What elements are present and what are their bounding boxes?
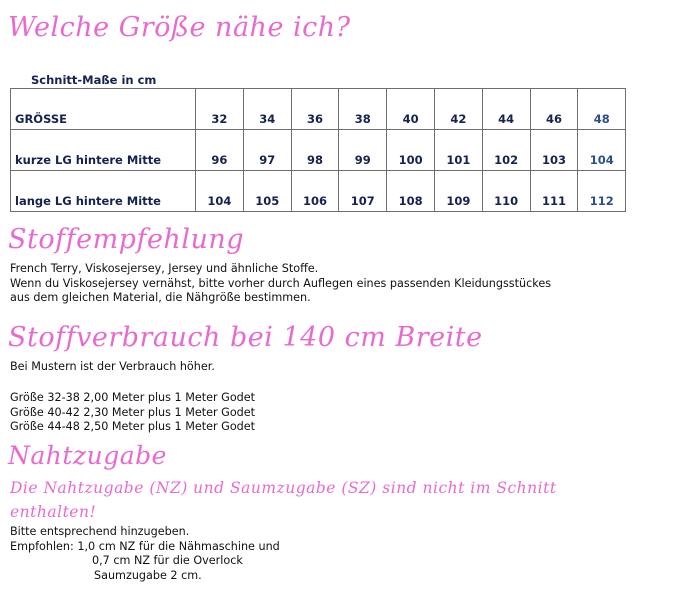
- table-cell: 103: [530, 130, 578, 171]
- table-cell: 96: [196, 130, 244, 171]
- seam-allowance-heading: Nahtzugabe: [8, 441, 167, 470]
- table-cell: 108: [387, 171, 435, 212]
- table-cell: 104: [196, 171, 244, 212]
- table-cell: 109: [434, 171, 482, 212]
- table-cell: 38: [339, 89, 387, 130]
- fabric-line: French Terry, Viskosejersey, Jersey und ähnliche Stoffe.: [10, 262, 319, 275]
- seam-allowance-warning: Die Nahtzugabe (NZ) und Saumzugabe (SZ) sind nicht im Schnitt enthalten!: [10, 479, 557, 521]
- table-cell: 105: [243, 171, 291, 212]
- table-cell: 44: [482, 89, 530, 130]
- table-cell: 106: [291, 171, 339, 212]
- seam-allowance-text: [10, 525, 280, 583]
- table-cell: 110: [482, 171, 530, 212]
- consumption-list: [10, 391, 255, 435]
- table-cell: 42: [434, 89, 482, 130]
- table-cell: 40: [387, 89, 435, 130]
- table-cell: 99: [339, 130, 387, 171]
- table-cell: 32: [196, 89, 244, 130]
- consumption-item: Größe 40-42 2,30 Meter plus 1 Meter Godet: [10, 405, 256, 419]
- table-cell: 97: [243, 130, 291, 171]
- size-row: [11, 89, 626, 130]
- table-cell: 34: [243, 89, 291, 130]
- row-label: GRÖSSE: [11, 89, 196, 130]
- table-cell: 101: [434, 130, 482, 171]
- consumption-item: Größe 32-38 2,00 Meter plus 1 Meter Godet: [10, 391, 256, 404]
- short-length-row: [11, 130, 626, 171]
- table-cell: 98: [291, 130, 339, 171]
- page-title: Welche Größe nähe ich?: [8, 12, 351, 43]
- table-cell: 36: [291, 89, 339, 130]
- seam-line: Saumzugabe 2 cm.: [94, 568, 202, 582]
- seam-line: Bitte entsprechend hinzugeben.: [10, 525, 190, 538]
- consumption-note: Bei Mustern ist der Verbrauch höher.: [10, 360, 215, 373]
- table-cell: 104: [578, 130, 626, 171]
- table-cell: 112: [578, 171, 626, 212]
- table-cell: 48: [578, 89, 626, 130]
- table-cell: 100: [387, 130, 435, 171]
- fabric-recommendation-heading: Stoffempfehlung: [8, 224, 245, 255]
- size-table: [10, 88, 626, 212]
- fabric-line: aus dem gleichen Material, die Nähgröße bestimmen.: [10, 291, 311, 304]
- row-label: lange LG hintere Mitte: [11, 171, 196, 212]
- table-cell: 111: [530, 171, 578, 212]
- fabric-consumption-heading: Stoffverbrauch bei 140 cm Breite: [8, 322, 483, 353]
- seam-line: Empfohlen: 1,0 cm NZ für die Nähmaschine und: [10, 539, 280, 553]
- table-caption: Schnitt-Maße in cm: [31, 73, 157, 87]
- long-length-row: [11, 171, 626, 212]
- fabric-line: Wenn du Viskosejersey vernähst, bitte vorher durch Auflegen eines passenden Kleidungsstückes: [10, 276, 552, 290]
- table-cell: 102: [482, 130, 530, 171]
- row-label: kurze LG hintere Mitte: [11, 130, 196, 171]
- table-cell: 46: [530, 89, 578, 130]
- table-cell: 107: [339, 171, 387, 212]
- seam-line: 0,7 cm NZ für die Overlock: [92, 554, 243, 567]
- fabric-recommendation-text: [10, 262, 551, 306]
- consumption-item: Größe 44-48 2,50 Meter plus 1 Meter Godet: [10, 420, 256, 433]
